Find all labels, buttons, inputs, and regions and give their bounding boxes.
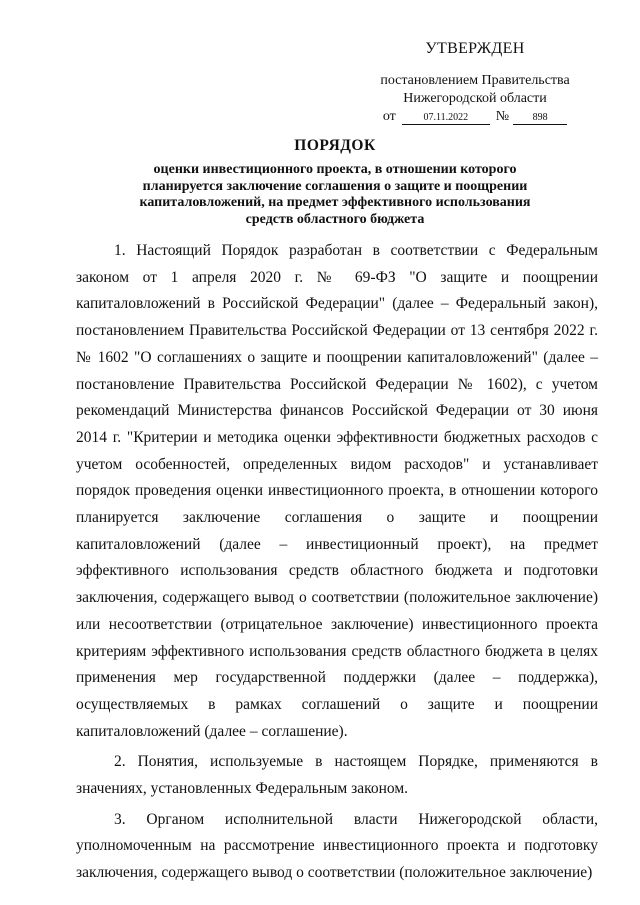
document-heading <box>70 136 600 228</box>
paragraph-1: 1. Настоящий Порядок разработан в соответствии с Федеральным законом от 1 апреля 2020 г. № 69-ФЗ "О защите и поощрении капиталовложений в Российской Федерации" (далее – Федеральный закон), постановлением Правительства Российской Федерации от 13 сентября 2022 г. № 1602 "О соглашениях о защите и поощрении капиталовложений" (далее – постановление Правительства Российской Федерации № 1602), с учетом рекомендаций Министерства финансов Российской Федерации от 30 июня 2014 г. "Критерии и методика оценки эффективности бюджетных расходов с учетом особенностей, определенных видом расходов" и устанавливает порядок проведения оценки инвестиционного проекта, в отношении которого планируется заключение соглашения о защите и поощрении капиталовложений (далее – инвестиционный проект), на предмет эффективного использования средств областного бюджета и подготовки заключения, содержащего вывод о соответствии (положительное заключение) или несоответствии (отрицательное заключение) инвестиционного проекта критериям эффективного использования средств областного бюджета в целях применения мер государственной поддержки (далее – поддержка), осуществляемых в рамках соглашений о защите и поощрении капиталовложений (далее – соглашение). <box>76 242 598 740</box>
approval-line-1: постановлением Правительства <box>380 73 570 88</box>
document-body <box>76 238 598 887</box>
approval-number: 898 <box>513 111 567 125</box>
approval-line-2: Нижегородской области <box>403 91 547 106</box>
from-label: от <box>382 109 396 124</box>
paragraph-2: 2. Понятия, используемые в настоящем Порядке, применяются в значениях, установленных Федеральным законом. <box>76 753 598 798</box>
subtitle-line: капиталовложений, на предмет эффективного использования <box>139 195 531 210</box>
approval-title: УТВЕРЖДЕН <box>425 40 525 57</box>
subtitle-line: оценки инвестиционного проекта, в отношении которого <box>153 162 517 177</box>
subtitle-line: средств областного бюджета <box>245 211 425 227</box>
subtitle-line: планируется заключение соглашения о защите и поощрении <box>142 178 528 194</box>
approval-reference <box>355 109 595 125</box>
number-label: № <box>495 109 510 124</box>
approval-stamp <box>355 40 595 125</box>
paragraph-3: 3. Органом исполнительной власти Нижегородской области, уполномоченным на рассмотрение инвестиционного проекта и подготовку заключения, содержащего вывод о соответствии (положительное заключение) <box>76 810 598 882</box>
approval-date: 07.11.2022 <box>402 111 490 125</box>
document-title: ПОРЯДОК <box>294 137 376 154</box>
